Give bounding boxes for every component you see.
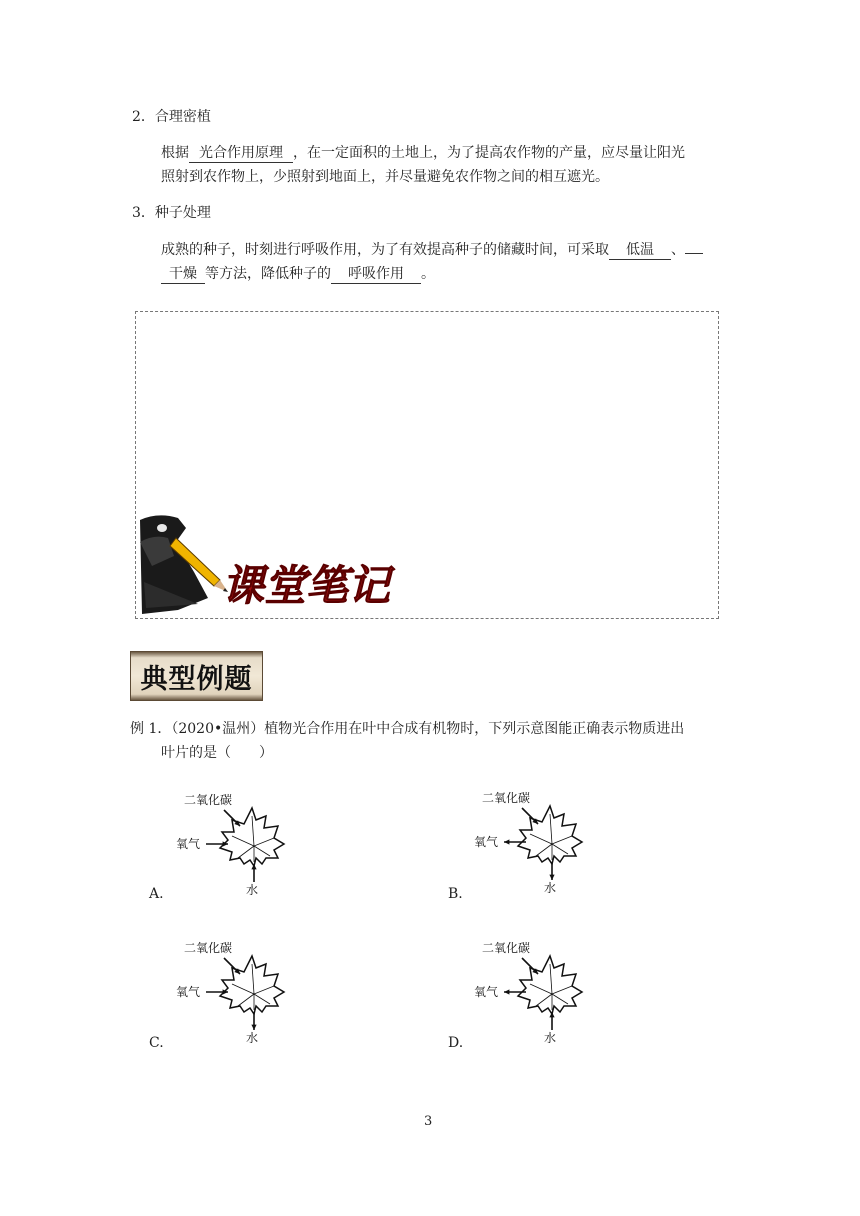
option-d-letter[interactable]: D. [448,1035,464,1051]
answer-blank-photosynthesis: 光合作用原理 [189,145,293,163]
class-notes-title [220,554,410,612]
section3-heading: 3．种子处理 [132,205,211,221]
section3-paragraph-line1: 成熟的种子，时刻进行呼吸作用，为了有效提高种子的储藏时间，可采取 低温 、 [161,240,703,260]
option-c-letter[interactable]: C. [149,1035,164,1051]
blank-tail [685,253,703,254]
oxygen-label: 氧气 [176,837,201,851]
co2-label: 二氧化碳 [482,791,531,805]
leaf-svg [468,938,608,1048]
water-label: 水 [246,1031,259,1045]
page-number: 3 [424,1114,433,1129]
leaf-svg [170,790,310,900]
answer-blank-dry: 干燥 [161,266,205,284]
option-a-diagram [170,790,310,900]
option-b-diagram [468,788,608,898]
svg-text:课堂笔记: 课堂笔记 [222,561,391,610]
section3-paragraph-line2: 干燥 等方法，降低种子的 呼吸作用 。 [161,264,435,284]
option-c-diagram [170,938,310,1048]
water-label: 水 [544,1031,557,1045]
typical-examples-banner: 典型例题 [130,651,263,701]
class-notes-box [135,311,719,619]
oxygen-label: 氧气 [474,835,499,849]
oxygen-label: 氧气 [474,985,499,999]
oxygen-label: 氧气 [176,985,201,999]
co2-label: 二氧化碳 [184,793,233,807]
example1-question-line1: 例 1．（2020•温州）植物光合作用在叶中合成有机物时，下列示意图能正确表示物质进出 [130,721,685,737]
section2-paragraph-line2: 照射到农作物上，少照射到地面上，并尽量避免农作物之间的相互遮光。 [161,169,609,185]
co2-label: 二氧化碳 [184,941,233,955]
water-label: 水 [544,881,557,895]
leaf-svg [170,938,310,1048]
water-arrow [549,862,554,880]
section2-heading: 2．合理密植 [132,109,211,125]
answer-blank-respiration: 呼吸作用 [331,266,421,284]
option-a-letter[interactable]: A. [149,886,164,902]
water-arrow [549,1012,554,1030]
water-arrow [251,864,256,882]
co2-label: 二氧化碳 [482,941,531,955]
leaf-svg [468,788,608,898]
option-d-diagram [468,938,608,1048]
option-b-letter[interactable]: B. [448,886,463,902]
example1-question-line2: 叶片的是（ ） [161,745,273,761]
water-arrow [251,1012,256,1030]
answer-blank-low-temp: 低温 [609,242,671,260]
section2-paragraph-line1: 根据 光合作用原理 ，在一定面积的土地上，为了提高农作物的产量，应尽量让阳光 [161,145,685,161]
water-label: 水 [246,883,259,897]
